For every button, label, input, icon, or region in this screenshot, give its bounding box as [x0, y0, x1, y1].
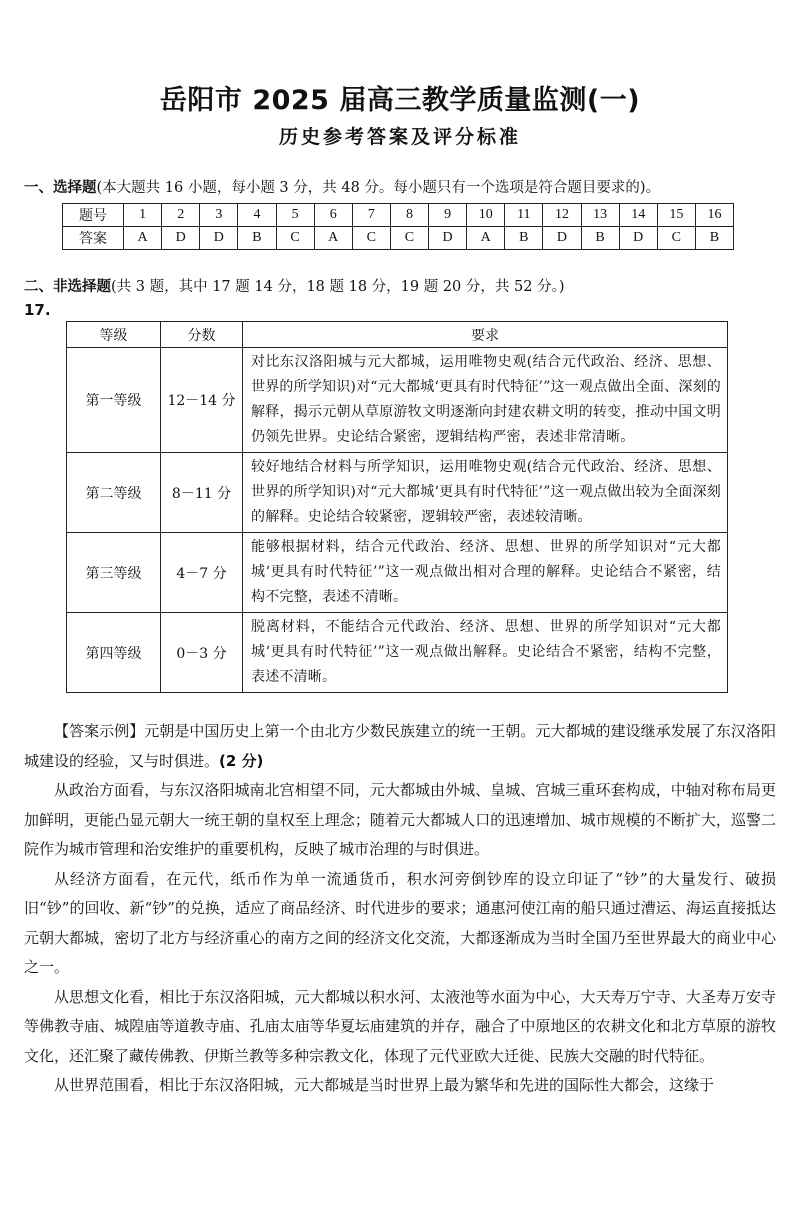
answer-cell: D: [162, 227, 200, 250]
rubric-level: 第四等级: [67, 613, 161, 693]
answer-cell: A: [314, 227, 352, 250]
rubric-header-score: 分数: [161, 322, 243, 348]
rubric-requirement: 对比东汉洛阳城与元大都城，运用唯物史观(结合元代政治、经济、思想、世界的所学知识)对“元大都城‘更具有时代特征’”这一观点做出全面、深刻的解释，揭示元朝从草原游牧文明逐渐向封建农耕文明的转变，推动中国文明仍领先世界。史论结合紧密，逻辑结构严密，表述非常清晰。: [243, 348, 728, 453]
question-number-cell: 4: [238, 204, 276, 227]
answer-example-points: (2 分): [219, 751, 264, 770]
answer-cell: C: [390, 227, 428, 250]
question-number-cell: 11: [505, 204, 543, 227]
rubric-row: [67, 348, 728, 453]
section-2-label: 二、非选择题: [24, 279, 111, 295]
answer-cell: B: [581, 227, 619, 250]
question-number-cell: 14: [619, 204, 657, 227]
answer-cell: D: [543, 227, 581, 250]
rubric-requirement: 脱离材料，不能结合元代政治、经济、思想、世界的所学知识对“元大都城‘更具有时代特征’”这一观点做出解释。史论结合不紧密，结构不完整，表述不清晰。: [243, 613, 728, 693]
rubric-header-row: [67, 322, 728, 348]
question-number-cell: 8: [390, 204, 428, 227]
answer-key-number-row: [63, 204, 734, 227]
question-17-number: 17.: [24, 301, 51, 319]
rubric-score: 8－11 分: [161, 453, 243, 533]
grading-rubric-table: [66, 321, 728, 693]
answer-cell: A: [467, 227, 505, 250]
section-1-heading: [24, 176, 660, 197]
rubric-header-level: 等级: [67, 322, 161, 348]
rubric-level: 第二等级: [67, 453, 161, 533]
answer-cell: B: [238, 227, 276, 250]
question-number-cell: 6: [314, 204, 352, 227]
answer-example-body: [24, 717, 776, 1101]
answer-cell: D: [429, 227, 467, 250]
answer-paragraph: 从思想文化看，相比于东汉洛阳城，元大都城以积水河、太液池等水面为中心，大天寿万宁寺、大圣寿万安寺等佛教寺庙、城隍庙等道教寺庙、孔庙太庙等华夏坛庙建筑的并存，融合了中原地区的农耕文化和北方草原的游牧文化，还汇聚了藏传佛教、伊斯兰教等多种宗教文化，体现了元代亚欧大迁徙、民族大交融的时代特征。: [24, 987, 776, 1065]
answer-example-intro: [24, 717, 776, 776]
answer-paragraph: 从经济方面看，在元代，纸币作为单一流通货币，积水河旁倒钞库的设立印证了“钞”的大量发行、破损旧“钞”的回收、新“钞”的兑换，适应了商品经济、时代进步的要求；通惠河使江南的船只通过漕运、海运直接抵达元朝大都城，密切了北方与经济重心的南方之间的经济文化交流，大都逐渐成为当时全国乃至世界最大的商业中心之一。: [24, 869, 776, 976]
answer-example-intro-text: 元朝是中国历史上第一个由北方少数民族建立的统一王朝。元大都城的建设继承发展了东汉洛阳城建设的经验，又与时俱进。: [24, 722, 776, 770]
rubric-score: 12－14 分: [161, 348, 243, 453]
answer-cell: C: [352, 227, 390, 250]
answer-paragraph: 从政治方面看，与东汉洛阳城南北宫相望不同，元大都城由外城、皇城、宫城三重环套构成，中轴对称布局更加鲜明，更能凸显元朝大一统王朝的皇权至上理念；随着元大都城人口的迅速增加、城市规模的不断扩大，巡警二院作为城市管理和治安维护的重要机构，反映了城市治理的与时俱进。: [24, 781, 776, 858]
question-number-cell: 5: [276, 204, 314, 227]
answer-cell: A: [124, 227, 162, 250]
question-number-cell: 1: [124, 204, 162, 227]
question-number-cell: 12: [543, 204, 581, 227]
rubric-row: [67, 533, 728, 613]
answer-paragraph: 从世界范围看，相比于东汉洛阳城，元大都城是当时世界上最为繁华和先进的国际性大都会，这缘于: [54, 1076, 715, 1094]
rubric-requirement: 能够根据材料，结合元代政治、经济、思想、世界的所学知识对“元大都城‘更具有时代特征’”这一观点做出相对合理的解释。史论结合不紧密，结构不完整，表述不清晰。: [243, 533, 728, 613]
section-2-desc: (共 3 题，其中 17 题 14 分，18 题 18 分，19 题 20 分，共 52 分。): [111, 279, 565, 295]
question-number-cell: 2: [162, 204, 200, 227]
section-1-label: 一、选择题: [24, 180, 97, 196]
page-subtitle: 历史参考答案及评分标准: [278, 126, 521, 148]
rubric-score: 4－7 分: [161, 533, 243, 613]
answer-cell: B: [505, 227, 543, 250]
answer-key-answer-row: [63, 227, 734, 250]
row-label-number: 题号: [63, 204, 124, 227]
question-number-cell: 16: [695, 204, 733, 227]
rubric-level: 第一等级: [67, 348, 161, 453]
section-2-heading: [24, 275, 564, 296]
rubric-row: [67, 613, 728, 693]
answer-cell: C: [657, 227, 695, 250]
question-number-cell: 13: [581, 204, 619, 227]
question-number-cell: 7: [352, 204, 390, 227]
page-title: 岳阳市 2025 届高三教学质量监测(一): [159, 85, 641, 116]
rubric-score: 0－3 分: [161, 613, 243, 693]
question-number-cell: 10: [467, 204, 505, 227]
answer-example-label: 【答案示例】: [54, 722, 145, 740]
answer-cell: D: [200, 227, 238, 250]
answer-key-table: [62, 203, 734, 250]
section-1-desc: (本大题共 16 小题，每小题 3 分，共 48 分。每小题只有一个选项是符合题目要求的)。: [96, 180, 661, 196]
answer-cell: B: [695, 227, 733, 250]
question-number-cell: 9: [429, 204, 467, 227]
rubric-requirement: 较好地结合材料与所学知识，运用唯物史观(结合元代政治、经济、思想、世界的所学知识)对“元大都城‘更具有时代特征’”这一观点做出较为全面深刻的解释。史论结合较紧密，逻辑较严密，表述较清晰。: [243, 453, 728, 533]
answer-cell: D: [619, 227, 657, 250]
rubric-header-requirement: 要求: [243, 322, 728, 348]
rubric-row: [67, 453, 728, 533]
row-label-answer: 答案: [63, 227, 124, 250]
answer-cell: C: [276, 227, 314, 250]
question-number-cell: 15: [657, 204, 695, 227]
question-number-cell: 3: [200, 204, 238, 227]
rubric-level: 第三等级: [67, 533, 161, 613]
